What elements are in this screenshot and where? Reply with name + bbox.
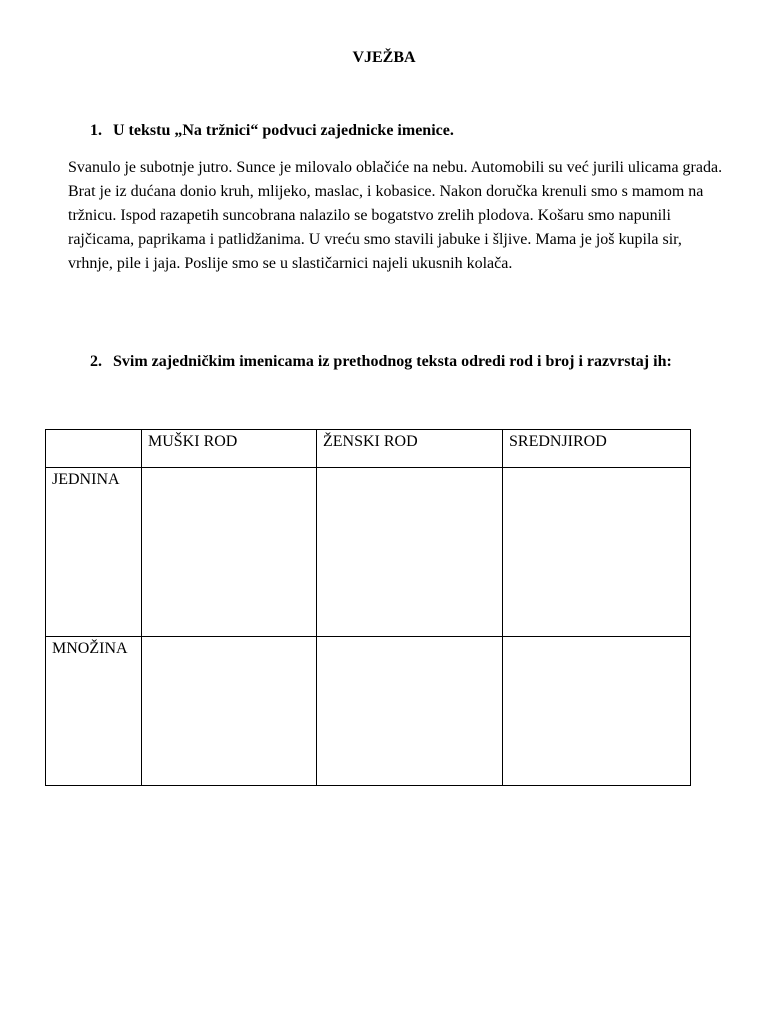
table-row-plural [46,637,691,786]
row-label-singular: JEDNINA [46,468,142,637]
noun-classification-table [45,429,691,786]
cell-plural-feminine[interactable] [317,637,503,786]
header-neuter: SREDNJIROD [503,430,691,468]
task-2-instruction: Svim zajedničkim imenicama iz prethodnog teksta odredi rod i broj i razvrstaj ih: [113,353,672,370]
task-1 [90,121,730,141]
task-1-instruction: U tekstu „Na tržnici“ podvuci zajednicke imenice. [113,122,454,139]
task-1-number: 1. [90,122,102,139]
task-2 [90,352,720,372]
task-2-number: 2. [90,353,102,370]
cell-plural-masculine[interactable] [142,637,317,786]
cell-singular-neuter[interactable] [503,468,691,637]
page-title: VJEŽBA [352,49,416,66]
table-row-singular [46,468,691,637]
header-feminine: ŽENSKI ROD [317,430,503,468]
header-corner-cell [46,430,142,468]
cell-plural-neuter[interactable] [503,637,691,786]
cell-singular-masculine[interactable] [142,468,317,637]
row-label-plural: MNOŽINA [46,637,142,786]
cell-singular-feminine[interactable] [317,468,503,637]
story-paragraph: Svanulo je subotnje jutro. Sunce je milovalo oblačiće na nebu. Automobili su već jurili ulicama grada. Brat je iz dućana donio kruh, mlijeko, maslac, i kobasice. Nakon doručka krenuli smo s mamom na tržnicu. Ispod razapetih suncobrana nalazilo se bogatstvo zrelih plodova. Košaru smo napunili rajčicama, paprikama i patlidžanima. U vreću smo stavili jabuke i šljive. Mama je još kupila sir, vrhnje, pile i jaja. Poslije smo se u slastičarnici najeli ukusnih kolača. [68,159,723,272]
table-header-row [46,430,691,468]
header-masculine: MUŠKI ROD [142,430,317,468]
